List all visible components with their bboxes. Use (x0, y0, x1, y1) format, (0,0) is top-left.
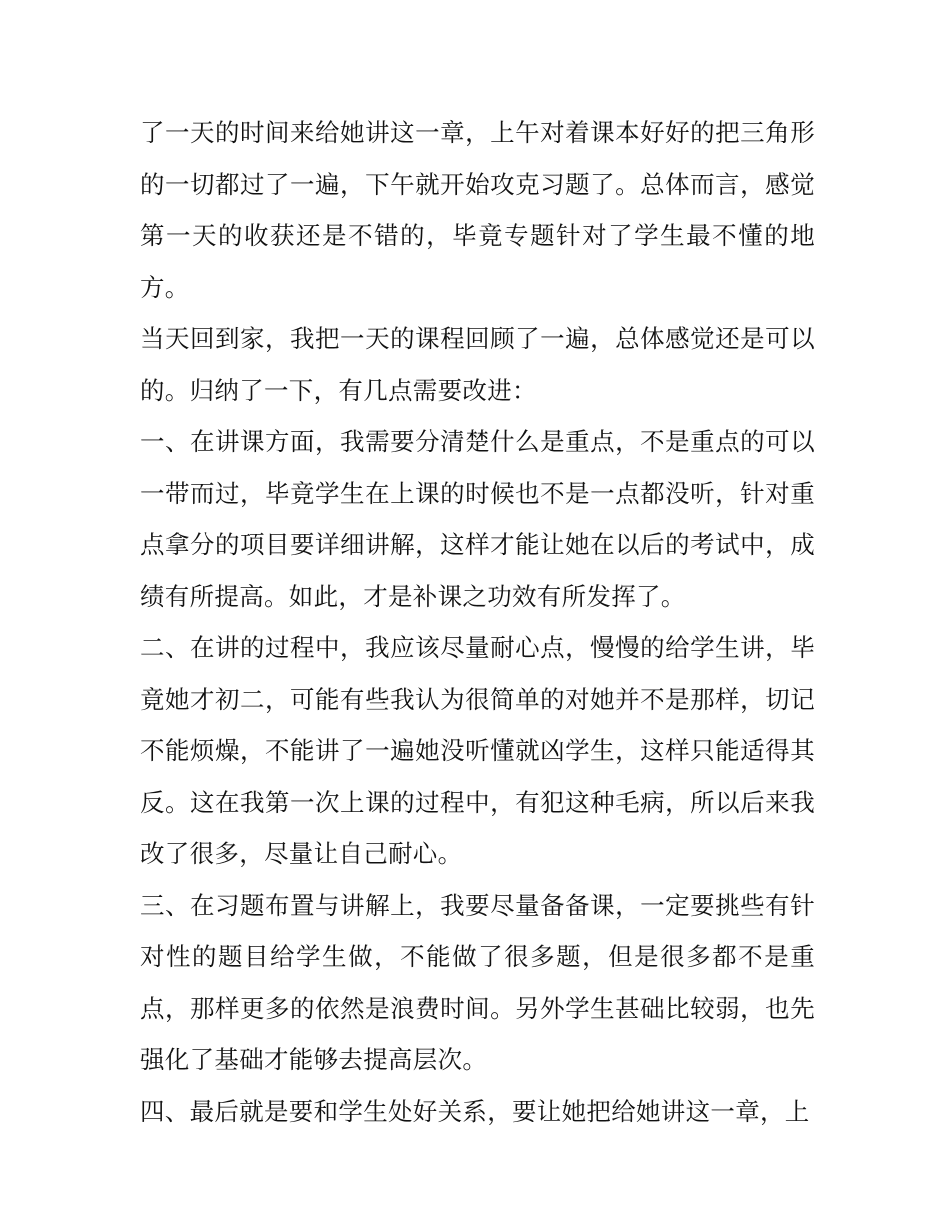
paragraph-point-four: 四、最后就是要和学生处好关系，要让她把给她讲这一章，上 (140, 1096, 810, 1126)
paragraph-point-three: 三、在习题布置与讲解上，我要尽量备备课，一定要挑些有针对性的题目给学生做，不能做了很多题，但是很多都不是重点，那样更多的依然是浪费时间。另外学生甚础比较弱，也先强化了基础才能够去提高层次。 (140, 890, 815, 1074)
paragraph-point-two: 二、在讲的过程中，我应该尽量耐心点，慢慢的给学生讲，毕竟她才初二，可能有些我认为很简单的对她并不是那样，切记不能烦燥，不能讲了一遍她没听懂就凶学生，这样只能适得其反。这在我第一次上课的过程中，有犯这种毛病，所以后来我改了很多，尽量让自己耐心。 (140, 633, 815, 868)
document-body (140, 107, 815, 1137)
paragraph-intro-continued: 了一天的时间来给她讲这一章，上午对着课本好好的把三角形的一切都过了一遍，下午就开始攻克习题了。总体而言，感觉第一天的收获还是不错的，毕竟专题针对了学生最不懂的地方。 (140, 118, 815, 302)
paragraph-point-one: 一、在讲课方面，我需要分清楚什么是重点，不是重点的可以一带而过，毕竟学生在上课的时候也不是一点都没听，针对重点拿分的项目要详细讲解，这样才能让她在以后的考试中，成绩有所提高。如此，才是补课之功效有所发挥了。 (140, 427, 815, 611)
paragraph-review: 当天回到家，我把一天的课程回顾了一遍，总体感觉还是可以的。归纳了一下，有几点需要改进： (140, 324, 815, 405)
